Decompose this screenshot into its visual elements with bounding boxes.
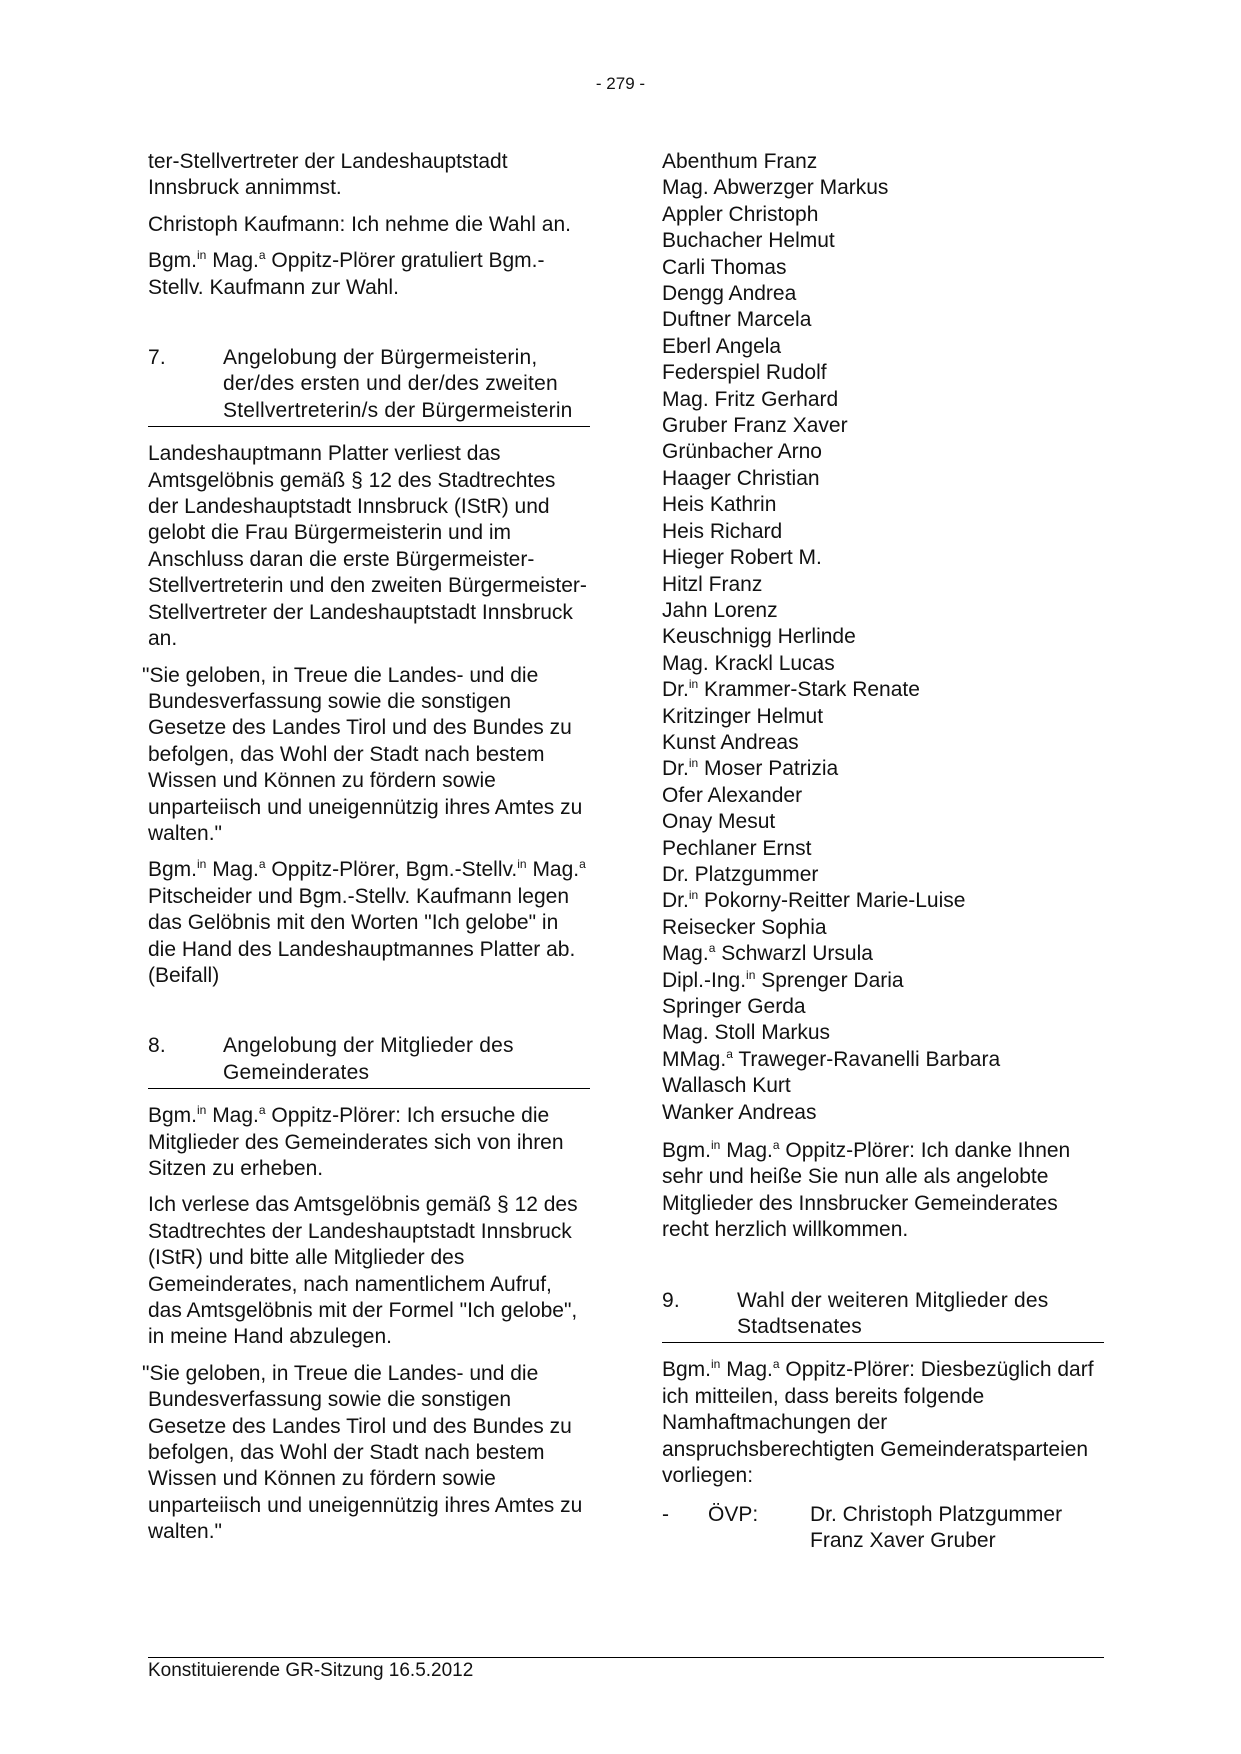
member-name: Dr.$^{in}$ Moser Patrizia (662, 756, 839, 781)
member-name: Appler Christoph (662, 202, 819, 226)
member-name: Haager Christian (662, 466, 820, 490)
member-name: Pechlaner Ernst (662, 836, 812, 860)
member-name: Mag. Krackl Lucas (662, 651, 835, 675)
section-7-title: Angelobung der Bürgermeisterin, der/des ersten und der/des zweiten Stellvertreterin/s der Bürgermeisterin (223, 346, 573, 422)
member-name: Buchacher Helmut (662, 229, 835, 253)
member-name: Mag. Stoll Markus (662, 1021, 831, 1045)
oath-quote-2: "Sie geloben, in Treue die Landes- und die Bundesverfassung sowie die sonstigen Gesetze des Landes Tirol und des Bundes zu befolgen, das Wohl der Stadt nach bestem Wissen und Können zu fördern sowie unparteiisch und uneigennützig ihres Amtes zu walten." (142, 1361, 583, 1544)
nominee-1: Dr. Christoph Platzgummer (810, 1502, 1063, 1526)
member-name: MMag.$^a$ Traweger-Ravanelli Barbara (662, 1046, 1001, 1071)
member-name: Duftner Marcela (662, 308, 812, 332)
member-name: Dengg Andrea (662, 282, 797, 306)
section-8-title: Angelobung der Mitglieder des Gemeinderates (223, 1034, 514, 1084)
member-name: Mag.$^a$ Schwarzl Ursula (662, 941, 873, 966)
member-name: Heis Kathrin (662, 493, 777, 517)
section-8-number: 8. (148, 1034, 166, 1058)
member-name: Dr.$^{in}$ Krammer-Stark Renate (662, 677, 920, 702)
member-name: Keuschnigg Herlinde (662, 625, 856, 649)
nominated-people (810, 1502, 1062, 1555)
section-9-title: Wahl der weiteren Mitglieder des Stadtsenates (737, 1288, 1049, 1339)
section-7-heading (148, 345, 590, 427)
paragraph-welcome: Bgm.$^{in}$ Mag.$^a$ Oppitz-Plörer: Ich danke Ihnen sehr und heiße Sie nun alle als angelobte Mitglieder des Innsbrucker Gemeinderates recht herzlich willkommen. (662, 1138, 1071, 1242)
member-name: Gruber Franz Xaver (662, 414, 848, 438)
nomination-list-item (662, 1502, 1104, 1555)
member-name: Carli Thomas (662, 255, 787, 279)
member-name: Mag. Abwerzger Markus (662, 176, 889, 200)
paragraph-kaufmann-accepts: Christoph Kaufmann: Ich nehme die Wahl an. (148, 212, 571, 236)
section-9-heading (662, 1288, 1104, 1344)
member-name: Hitzl Franz (662, 572, 763, 596)
member-name: Onay Mesut (662, 810, 776, 834)
section-8-heading (148, 1033, 590, 1089)
list-dash: - (662, 1502, 669, 1526)
paragraph-nominations: Bgm.$^{in}$ Mag.$^a$ Oppitz-Plörer: Diesbezüglich darf ich mitteilen, dass bereits folgende Namhaftmachungen der anspruchsberechtigten Gemeinderatsparteien vorliegen: (662, 1357, 1094, 1488)
member-name: Eberl Angela (662, 334, 782, 358)
member-name: Jahn Lorenz (662, 598, 778, 622)
right-column (662, 149, 1104, 1554)
member-name: Ofer Alexander (662, 783, 803, 807)
member-name: Federspiel Rudolf (662, 361, 827, 385)
nominee-2: Franz Xaver Gruber (810, 1528, 996, 1552)
member-name: Heis Richard (662, 519, 783, 543)
left-column (142, 149, 590, 1546)
oath-quote-1: "Sie geloben, in Treue die Landes- und die Bundesverfassung sowie die sonstigen Gesetze des Landes Tirol und des Bundes zu befolgen, das Wohl der Stadt nach bestem Wissen und Können zu fördern sowie unparteiisch und uneigennützig ihres Amtes zu walten." (142, 663, 583, 845)
member-name: Dr.$^{in}$ Pokorny-Reitter Marie-Luise (662, 888, 966, 913)
footer: Konstituierende GR-Sitzung 16.5.2012 (148, 1657, 1104, 1682)
member-name: Hieger Robert M. (662, 546, 822, 570)
member-name: Mag. Fritz Gerhard (662, 387, 839, 411)
section-9-number: 9. (662, 1288, 680, 1312)
paragraph-oath-reading: Landeshauptmann Platter verliest das Amtsgelöbnis gemäß § 12 des Stadtrechtes der Landeshauptstadt Innsbruck (IStR) und gelobt die Frau Bürgermeisterin und im Anschluss daran die erste Bürgermeister-Stellvertreterin und den zweiten Bürgermeister-Stellvertreter der Landeshauptstadt Innsbruck an. (148, 442, 587, 651)
member-name: Kritzinger Helmut (662, 704, 824, 728)
paragraph-acceptance-question: ter-Stellvertreter der Landeshauptstadt Innsbruck annimmst. (148, 150, 508, 200)
paragraph-oath-taken: Bgm.$^{in}$ Mag.$^a$ Oppitz-Plörer, Bgm.-Stellv.$^{in}$ Mag.$^a$ Pitscheider und Bgm.-Stellv. Kaufmann legen das Gelöbnis mit den Worten "Ich gelobe" in die Hand des Landeshauptmannes Platter ab. (Beifall) (148, 857, 586, 987)
section-7-number: 7. (148, 346, 166, 370)
member-name: Grünbacher Arno (662, 440, 822, 464)
member-name: Wallasch Kurt (662, 1074, 791, 1098)
council-members-list (662, 149, 1104, 1126)
paragraph-members-rise: Bgm.$^{in}$ Mag.$^a$ Oppitz-Plörer: Ich ersuche die Mitglieder des Gemeinderates sich von ihren Sitzen zu erheben. (148, 1103, 564, 1180)
member-name: Abenthum Franz (662, 150, 818, 173)
paragraph-oath-request: Ich verlese das Amtsgelöbnis gemäß § 12 des Stadtrechtes der Landeshauptstadt Innsbruck (IStR) und bitte alle Mitglieder des Gemeinderates, nach namentlichem Aufruf, das Amtsgelöbnis mit der Formel "Ich gelobe", in meine Hand abzulegen. (148, 1193, 578, 1349)
page-number: - 279 - (595, 74, 646, 93)
party-label: ÖVP: (708, 1502, 759, 1526)
member-name: Dipl.-Ing.$^{in}$ Sprenger Daria (662, 967, 904, 992)
member-name: Kunst Andreas (662, 730, 799, 754)
member-name: Reisecker Sophia (662, 915, 827, 939)
member-name: Wanker Andreas (662, 1100, 817, 1124)
member-name: Springer Gerda (662, 995, 806, 1018)
paragraph-congratulation: Bgm.$^{in}$ Mag.$^a$ Oppitz-Plörer gratuliert Bgm.-Stellv. Kaufmann zur Wahl. (148, 248, 545, 299)
member-name: Dr. Platzgummer (662, 862, 819, 886)
